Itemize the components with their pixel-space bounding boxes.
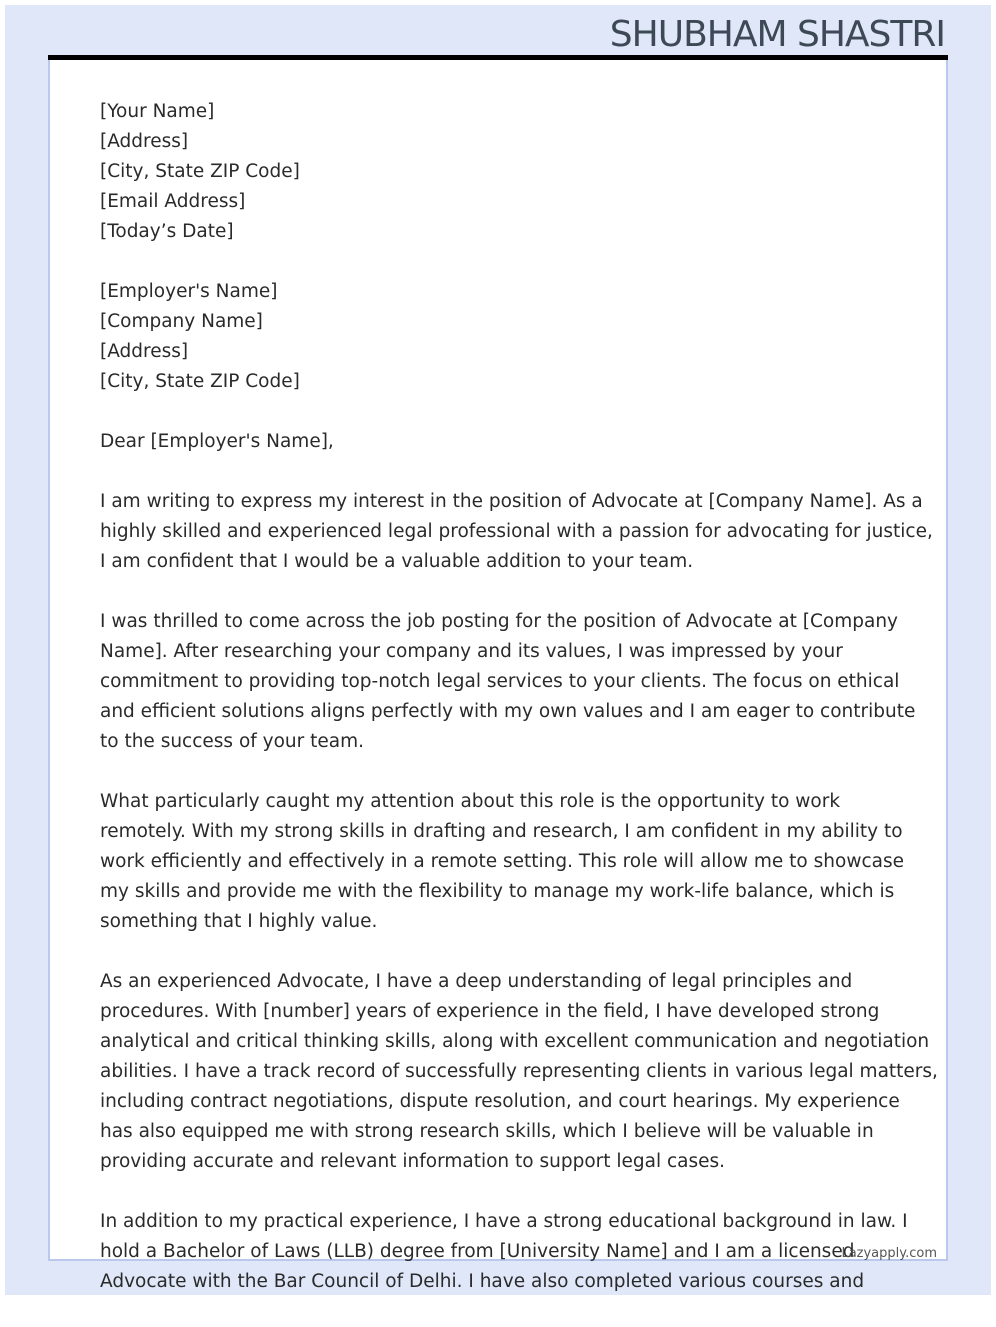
paragraph-line: providing accurate and relevant information to support legal cases. — [100, 1151, 726, 1172]
paragraph-line: hold a Bachelor of Laws (LLB) degree from [University Name] and I am a licensed — [100, 1241, 855, 1262]
paragraph-line: Name]. After researching your company and its values, I was impressed by your — [100, 641, 843, 662]
cover-letter-body — [100, 97, 938, 1327]
paragraph-line: my skills and provide me with the flexibility to manage my work-life balance, which is — [100, 881, 895, 902]
paragraph-education — [100, 1207, 908, 1297]
paragraph-line: I was thrilled to come across the job posting for the position of Advocate at [Company — [100, 611, 899, 632]
sender-address: [Address] — [100, 131, 189, 152]
letter-date: [Today’s Date] — [100, 221, 234, 242]
paragraph-experience — [100, 967, 938, 1177]
paragraph-line: I am confident that I would be a valuable addition to your team. — [100, 551, 694, 572]
company-address: [Address] — [100, 341, 189, 362]
paragraph-line: commitment to providing top-notch legal services to your clients. The focus on ethical — [100, 671, 900, 692]
paragraph-line: In addition to my practical experience, I have a strong educational background in law. I — [100, 1211, 908, 1232]
paragraph-line: highly skilled and experienced legal professional with a passion for advocating for justice, — [100, 521, 933, 542]
paragraph-line: analytical and critical thinking skills, along with excellent communication and negotiation — [100, 1031, 930, 1052]
recipient-address-block — [100, 277, 900, 397]
paragraph-line: abilities. I have a track record of successfully representing clients in various legal matters, — [100, 1061, 938, 1082]
paragraph-line: Advocate with the Bar Council of Delhi. I have also completed various courses and — [100, 1271, 865, 1292]
paragraph-line: and efficient solutions aligns perfectly with my own values and I am eager to contribute — [100, 701, 916, 722]
paragraph-line: has also equipped me with strong research skills, which I believe will be valuable in — [100, 1121, 874, 1142]
paragraph-line: to the success of your team. — [100, 731, 365, 752]
paragraph-line: something that I highly value. — [100, 911, 378, 932]
salutation-text: Dear [Employer's Name], — [100, 431, 334, 452]
sender-email: [Email Address] — [100, 191, 246, 212]
sender-address-block — [100, 97, 900, 247]
paragraph-line: remotely. With my strong skills in drafting and research, I am confident in my ability to — [100, 821, 903, 842]
paragraph-line: What particularly caught my attention about this role is the opportunity to work — [100, 791, 841, 812]
watermark: Lazyapply.com — [841, 1246, 937, 1261]
paragraph-company-interest — [100, 607, 916, 757]
paragraph-line: work efficiently and effectively in a remote setting. This role will allow me to showcase — [100, 851, 904, 872]
salutation — [100, 427, 900, 457]
employer-name: [Employer's Name] — [100, 281, 278, 302]
candidate-name: SHUBHAM SHASTRI — [609, 14, 945, 55]
paragraph-line: As an experienced Advocate, I have a deep understanding of legal principles and — [100, 971, 853, 992]
paragraph-line: procedures. With [number] years of experience in the field, I have developed strong — [100, 1001, 880, 1022]
company-name: [Company Name] — [100, 311, 263, 332]
paragraph-intro — [100, 487, 933, 577]
company-city-state-zip: [City, State ZIP Code] — [100, 371, 300, 392]
paragraph-line: including contract negotiations, dispute resolution, and court hearings. My experience — [100, 1091, 900, 1112]
paragraph-remote-work — [100, 787, 904, 937]
sender-city-state-zip: [City, State ZIP Code] — [100, 161, 300, 182]
sender-name: [Your Name] — [100, 101, 215, 122]
paragraph-line: I am writing to express my interest in the position of Advocate at [Company Name]. As a — [100, 491, 923, 512]
